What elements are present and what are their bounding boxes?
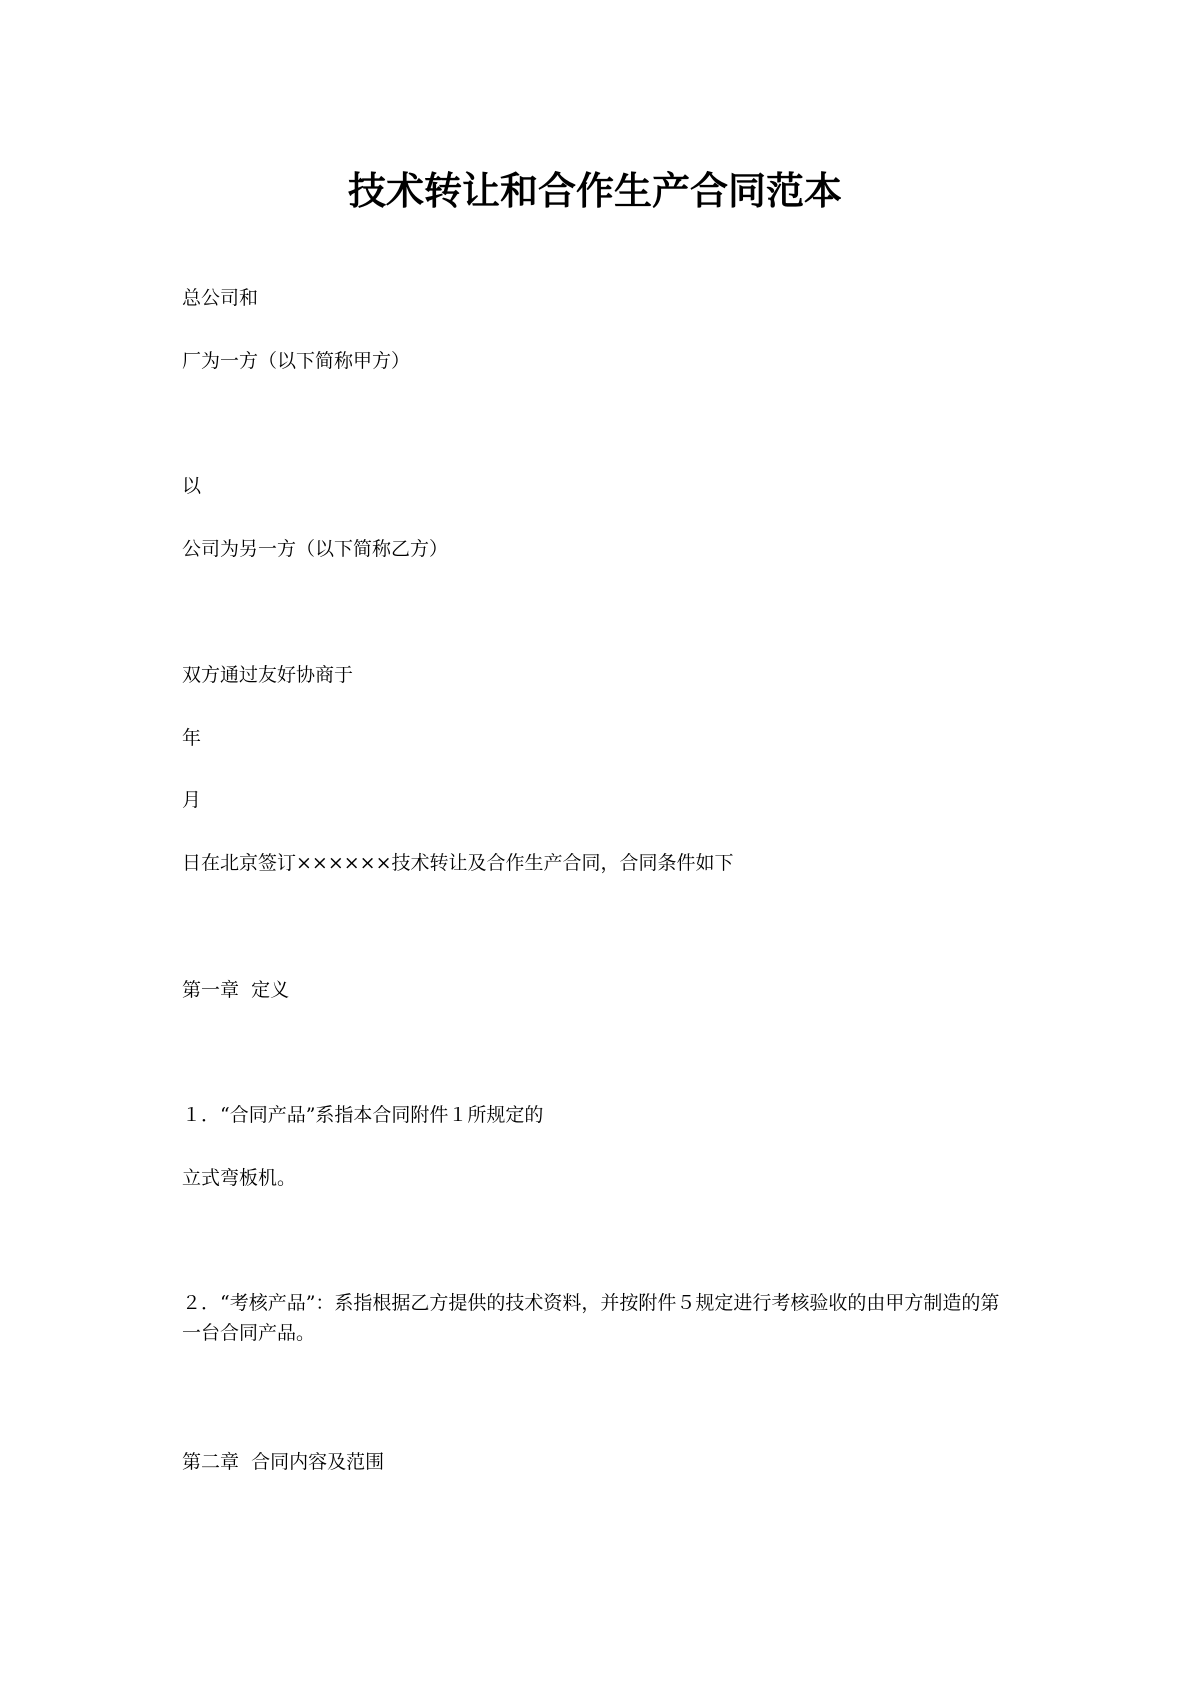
clause-1-line: １．“合同产品”系指本合同附件１所规定的: [182, 1104, 544, 1126]
document-title: 技术转让和合作生产合同范本: [347, 168, 842, 213]
clause-2-paragraph: ２．“考核产品”：系指根据乙方提供的技术资料，并按附件５规定进行考核验收的由甲方制造的第一台合同产品。: [182, 1292, 1000, 1344]
year-line: 年: [182, 727, 202, 749]
clause-1-continuation: 立式弯板机。: [182, 1167, 297, 1189]
connector-line: 以: [182, 475, 202, 497]
party-b-line: 公司为另一方（以下简称乙方）: [182, 538, 449, 560]
party-a-factory-line: 厂为一方（以下简称甲方）: [182, 350, 411, 372]
chapter-1-heading: 第一章 定义: [182, 979, 290, 1001]
chapter-2-heading: 第二章 合同内容及范围: [182, 1451, 385, 1473]
negotiation-line: 双方通过友好协商于: [182, 664, 354, 686]
signing-line: 日在北京签订××××××技术转让及合作生产合同，合同条件如下: [182, 852, 734, 874]
party-a-company-line: 总公司和: [182, 287, 259, 309]
month-line: 月: [182, 789, 202, 811]
